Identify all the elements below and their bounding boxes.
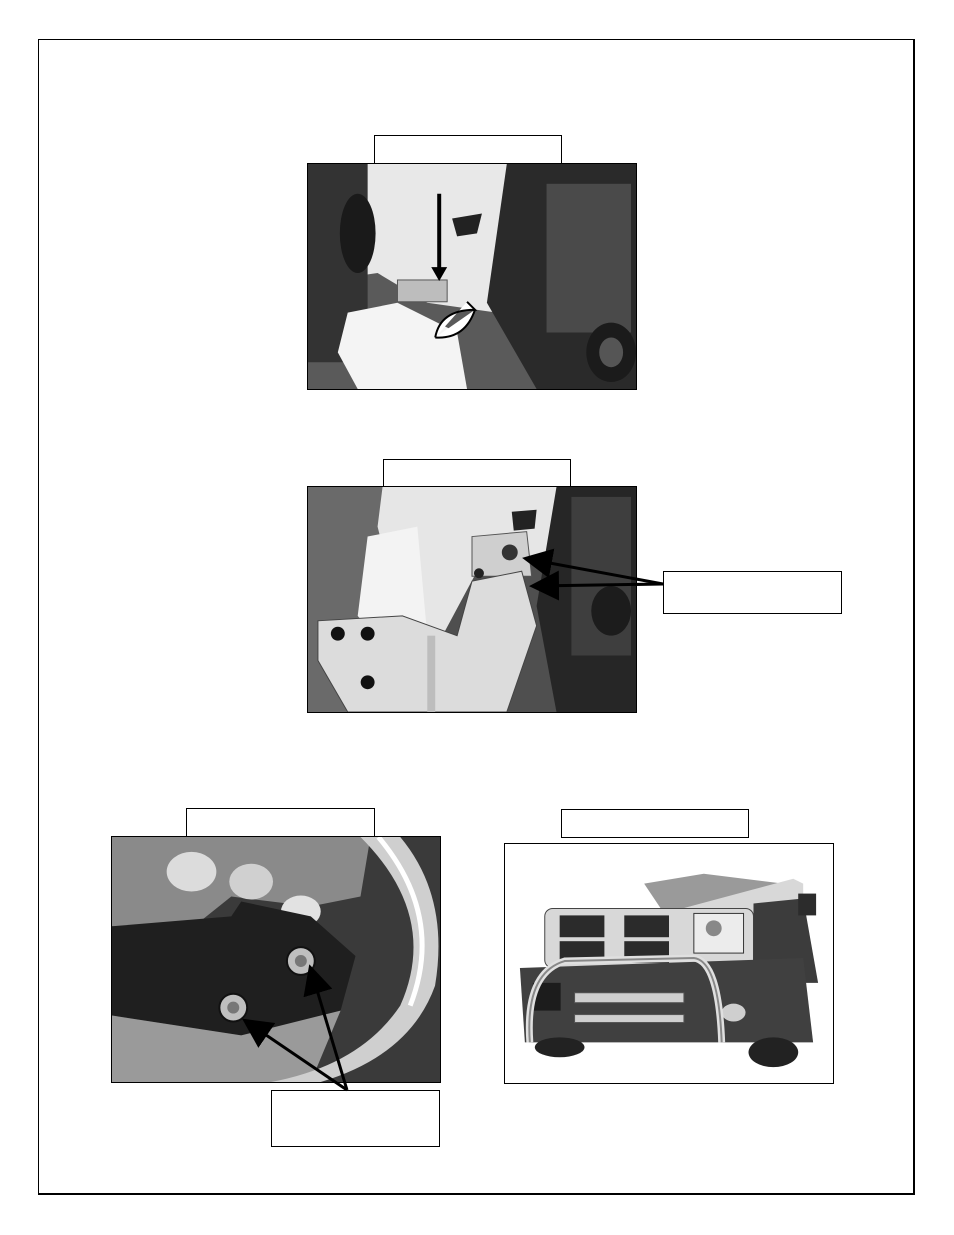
figure-2-callout xyxy=(663,571,842,614)
figure-2-caption xyxy=(383,459,571,488)
figure-3-photo xyxy=(111,836,441,1083)
figure-4-photo xyxy=(504,843,834,1084)
figure-3-caption xyxy=(186,808,375,837)
figure-1-caption xyxy=(374,135,562,164)
figure-2-photo xyxy=(307,486,637,713)
figure-4-caption xyxy=(561,809,749,838)
figure-1-photo xyxy=(307,163,637,390)
figure-3-callout xyxy=(271,1090,440,1147)
